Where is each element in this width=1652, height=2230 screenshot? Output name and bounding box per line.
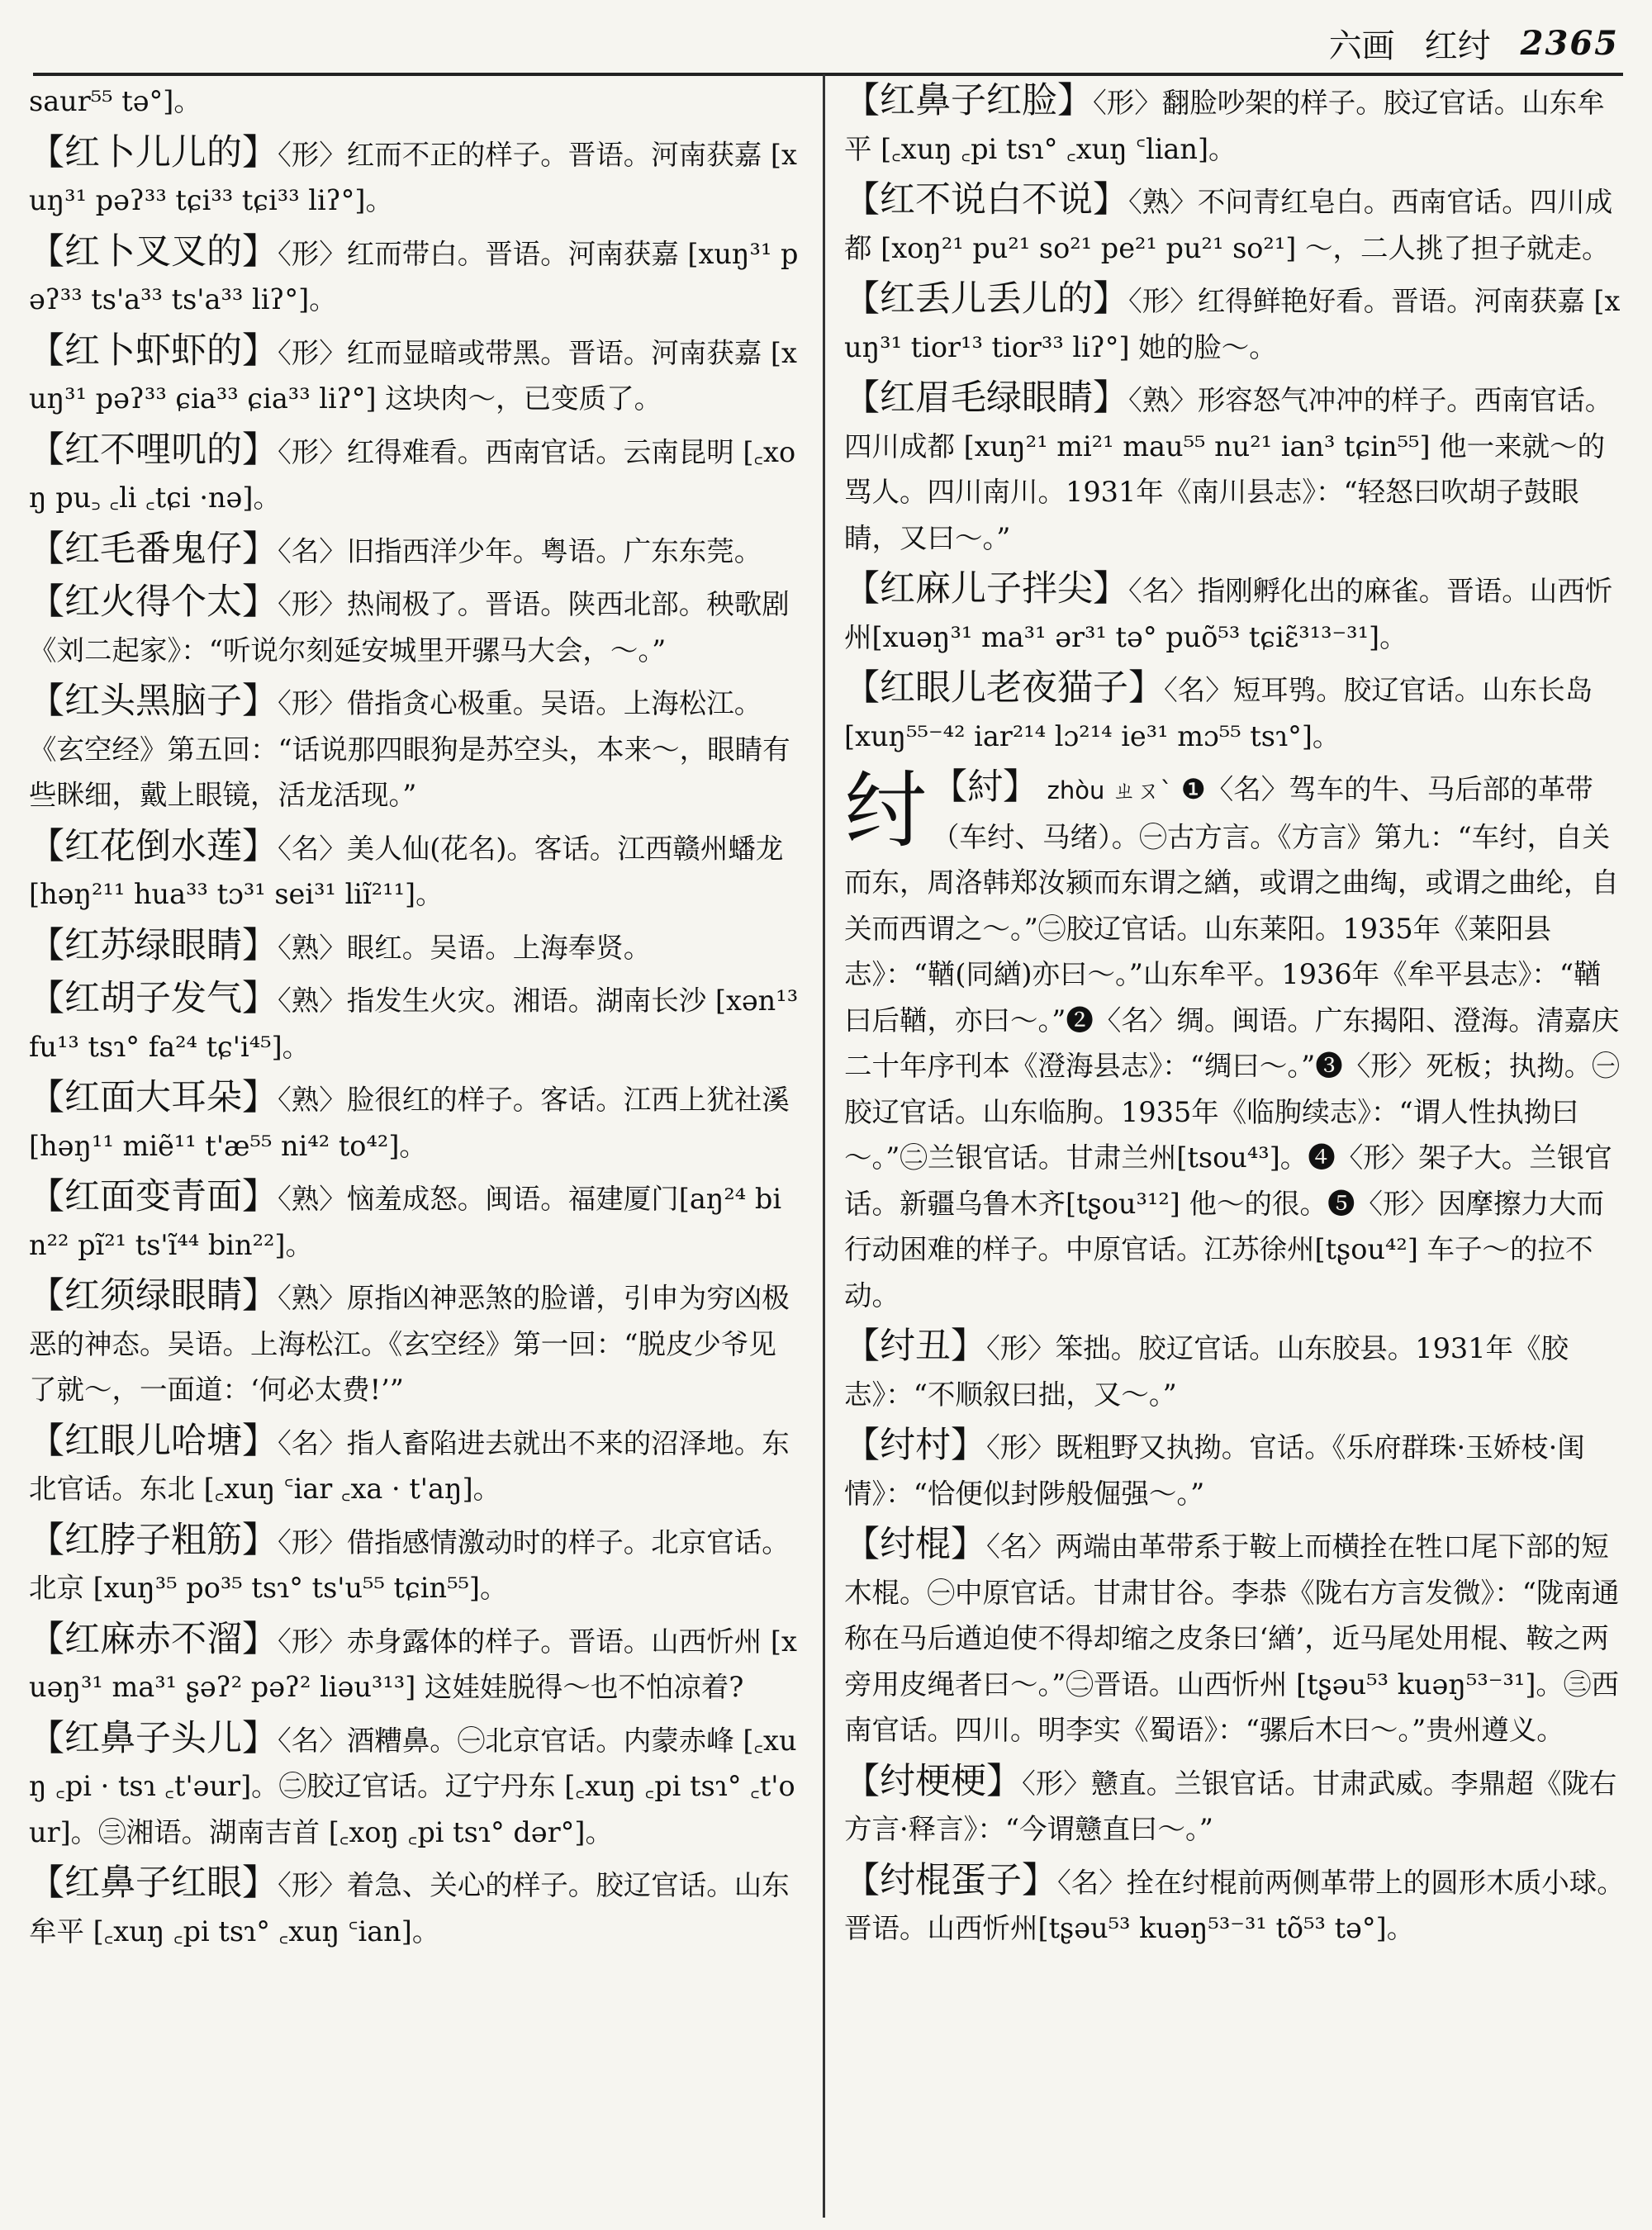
- header-chars: 红纣: [1424, 26, 1491, 65]
- entry-headword: 【纣棍】: [844, 1524, 986, 1565]
- entry-headword: 【红卜虾虾的】: [29, 330, 278, 372]
- entry-text: 〈名〉指刚孵化出的麻雀。晋语。山西忻州[xuəŋ³¹ ma³¹ ər³¹ tə° puõ⁵³ tɕiɛ̃³¹³⁻³¹]。: [844, 575, 1613, 653]
- entry-text: 〈名〉指人畜陷进去就出不来的沼泽地。东北官话。东北 [꜀xuŋ ꜂iar ꜀xa · t'aŋ]。: [29, 1426, 790, 1505]
- entry-headword: 【纣棍蛋子】: [844, 1859, 1057, 1901]
- entry: [844, 1522, 1625, 1753]
- entry: [29, 679, 799, 818]
- entry: [29, 1075, 799, 1169]
- entry: [29, 1274, 799, 1413]
- entry: [844, 178, 1625, 271]
- entry: [29, 329, 799, 422]
- entry-text: 〈形〉热闹极了。晋语。陕西北部。秧歌剧《刘二起家》：“听说尔刻延安城里开骡马大会，～。”: [29, 588, 790, 667]
- page-number: 2365: [1520, 23, 1619, 63]
- entry-text: 〈名〉两端由革带系于鞍上而横拴在牲口尾下部的短木棍。㊀中原官话。甘肃甘谷。李恭《陇右方言发微》：“陇南通称在马后遒迫使不得却缩之皮条曰‘緧’，近马尾处用棍、鞍之两旁用皮绳者曰～。”㊁晋语。山西忻州 [tʂəu⁵³ kuəŋ⁵³⁻³¹]。㊂西南官话。四川。明李实《蜀语》：“骡后木曰～。”贵州遵义。: [844, 1530, 1620, 1746]
- entry: [29, 527, 799, 575]
- entry-text: 〈形〉红而不正的样子。晋语。河南获嘉 [xuŋ³¹ pəʔ³³ tɕi³³ tɕi³³ liʔ°]。: [29, 138, 797, 216]
- entry-text: 〈形〉红而带白。晋语。河南获嘉 [xuŋ³¹ pəʔ³³ ts'a³³ ts'a³³ liʔ°]。: [29, 237, 799, 316]
- entry-headword: 【红卜叉叉的】: [29, 230, 278, 273]
- entry-text: 〈形〉红得难看。西南官话。云南昆明 [꜀xoŋ pu꜆ ꜀li ꜀tɕi ·nə]。: [29, 435, 796, 514]
- entry-text: 〈形〉笨拙。胶辽官话。山东胶县。1931年《胶志》：“不顺叙曰拙，又～。”: [844, 1332, 1569, 1411]
- entry: [844, 666, 1625, 759]
- entry-headword: 【红眼儿老夜猫子】: [844, 667, 1164, 709]
- entry: [29, 230, 799, 323]
- entry-text: 〈形〉戆直。兰银官话。甘肃武威。李鼎超《陇右方言·释言》：“今谓戆直曰～。”: [844, 1767, 1617, 1845]
- entry: [29, 428, 799, 521]
- entry-headword: 【红面大耳朵】: [29, 1077, 278, 1118]
- entry: [29, 78, 799, 125]
- entry-main-character: [844, 762, 1625, 1318]
- entry: [29, 1174, 799, 1268]
- entry-text: 〈形〉借指贪心极重。吴语。上海松江。《玄空经》第五回：“话说那四眼狗是苏空头，本来～，眼睛有些眯细，戴上眼镜，活龙活现。”: [29, 687, 790, 811]
- entry-headword: 【红鼻子头儿】: [29, 1717, 278, 1759]
- entry: [29, 1861, 799, 1954]
- entry-text: 〈名〉拴在纣棍前两侧革带上的圆形木质小球。晋语。山西忻州[tʂəu⁵³ kuəŋ⁵³⁻³¹ tõ⁵³ tə°]。: [844, 1866, 1625, 1944]
- entry-text: 〈形〉红得鲜艳好看。晋语。河南获嘉 [xuŋ³¹ tior¹³ tior³³ liʔ°] 她的脸～。: [844, 285, 1621, 363]
- entry-headword: 【红不哩叽的】: [29, 429, 278, 471]
- entry-text: 〈名〉短耳鸮。胶辽官话。山东长岛 [xuŋ⁵⁵⁻⁴² iar²¹⁴ lɔ²¹⁴ ie³¹ mɔ⁵⁵ tsɿ°]。: [844, 674, 1593, 752]
- entry: [29, 580, 799, 673]
- entry-headword: 【红不说白不说】: [844, 179, 1128, 221]
- header-section: 六画: [1328, 26, 1395, 65]
- entry: [844, 567, 1625, 660]
- entry: [844, 277, 1625, 370]
- entry-headword: 【红鼻子红脸】: [844, 80, 1093, 121]
- entry: [29, 1518, 799, 1611]
- entry-headword: 【纣梗梗】: [844, 1760, 1022, 1802]
- entry-headword: 【红麻儿子拌尖】: [844, 568, 1128, 610]
- page-header: [0, 17, 1619, 69]
- entry-pinyin: zhòu ㄓㄡˋ: [1047, 776, 1173, 804]
- entry-headword: 【红鼻子红眼】: [29, 1862, 278, 1904]
- entry-text: 〈熟〉形容怒气冲冲的样子。西南官话。四川成都 [xuŋ²¹ mi²¹ mau⁵⁵ nu²¹ ian³ tɕin⁵⁵] 他一来就～的骂人。四川南川。1931年《南川县志》：“轻怒曰吹胡子鼓眼睛，又曰～。”: [844, 384, 1613, 554]
- entry: [29, 923, 799, 971]
- entry-headword: 【纣丑】: [844, 1326, 986, 1367]
- entry-headword: 【红火得个太】: [29, 581, 278, 623]
- entry-headword: 【红面变青面】: [29, 1176, 278, 1217]
- entry: [844, 1858, 1625, 1952]
- entry: [844, 1324, 1625, 1417]
- column-divider: [823, 74, 825, 2218]
- entry-headword: 【红胡子发气】: [29, 978, 278, 1019]
- entry-text: 〈熟〉不问青红皂白。西南官话。四川成都 [xoŋ²¹ pu²¹ so²¹ pe²¹ pu²¹ so²¹] ～，二人挑了担子就走。: [844, 186, 1613, 264]
- entry-text: 〈熟〉恼羞成怒。闽语。福建厦门[aŋ²⁴ bin²² pĩ²¹ ts'ĩ⁴⁴ bin²²]。: [29, 1183, 782, 1261]
- entry: [29, 824, 799, 918]
- entry-text: ❶〈名〉驾车的牛、马后部的革带（车纣、马绪）。㊀古方言。《方言》第九：“车纣，自关而东，周洛韩郑汝颍而东谓之緧，或谓之曲绹，或谓之曲纶，自关而西谓之～。”㊁胶辽官话。山东莱阳。1935年《莱阳县志》：“鞧(同緧)亦曰～。”山东牟平。1936年《牟平县志》：“鞧曰后鞧，亦曰～。”❷〈名〉绸。闽语。广东揭阳、澄海。清嘉庆二十年序刊本《澄海县志》：“绸曰～。”❸〈形〉死板；执拗。㊀胶辽官话。山东临朐。1935年《临朐续志》：“谓人性执拗曰～。”㊁兰银官话。甘肃兰州[tsou⁴³]。❹〈形〉架子大。兰银官话。新疆乌鲁木齐[tʂou³¹²] 他～的很。❺〈形〉因摩擦力大而行动困难的样子。中原官话。江苏徐州[tʂou⁴²] 车子～的拉不动。: [844, 773, 1620, 1312]
- entry-text: 〈形〉翻脸吵架的样子。胶辽官话。山东牟平 [꜀xuŋ ꜀pi tsɿ° ꜀xuŋ ꜂lian]。: [844, 87, 1605, 165]
- entry-headword: 【红须绿眼睛】: [29, 1275, 278, 1317]
- entry-text: 〈形〉既粗野又执拗。官话。《乐府群珠·玉娇枝·闺情》：“恰便似封陟般倔强～。”: [844, 1431, 1585, 1510]
- entry-headword: 【紂】: [932, 766, 1038, 808]
- entry: [29, 130, 799, 224]
- entry-headword: 【红苏绿眼睛】: [29, 924, 278, 966]
- entry-text: 〈熟〉脸很红的样子。客话。江西上犹社溪 [həŋ¹¹ miẽ¹¹ t'æ⁵⁵ ni⁴² to⁴²]。: [29, 1084, 790, 1162]
- entry-headword: 【红卜儿儿的】: [29, 131, 278, 173]
- entry-headword: 【红花倒水莲】: [29, 825, 278, 867]
- entry-text: 〈名〉旧指西洋少年。粤语。广东东莞。: [278, 534, 762, 567]
- entry-headword: 【红丢儿丢儿的】: [844, 278, 1128, 320]
- entry-text: 〈形〉借指感情激动时的样子。北京官话。北京 [xuŋ³⁵ po³⁵ tsɿ° ts'u⁵⁵ tɕin⁵⁵]。: [29, 1525, 790, 1604]
- entry-text: 〈熟〉指发生火灾。湘语。湖南长沙 [xən¹³ fu¹³ tsɿ° fa²⁴ tɕ'i⁴⁵]。: [29, 985, 799, 1063]
- right-column: [844, 78, 1625, 2222]
- entry-text: 〈形〉红而显暗或带黑。晋语。河南获嘉 [xuŋ³¹ pəʔ³³ ɕia³³ ɕia³³ liʔ°] 这块肉～，已变质了。: [29, 336, 797, 415]
- entry-headword: 【红毛番鬼仔】: [29, 528, 278, 570]
- entry: [29, 976, 799, 1070]
- entry-headword: 【红眼儿哈塘】: [29, 1420, 278, 1462]
- entry: [29, 1716, 799, 1856]
- entry: [29, 1617, 799, 1710]
- entry-text: 〈熟〉原指凶神恶煞的脸谱，引申为穷凶极恶的神态。吴语。上海松江。《玄空经》第一回：“脱皮少爷见了就～，一面道：‘何必太费!’”: [29, 1282, 790, 1406]
- entry: [844, 78, 1625, 172]
- entry: [844, 1759, 1625, 1853]
- header-rule: [33, 73, 1623, 76]
- entry: [844, 1423, 1625, 1516]
- entry-text: 〈名〉酒糟鼻。㊀北京官话。内蒙赤峰 [꜀xuŋ ꜀pi · tsɿ ꜀t'əur]。㊁胶辽官话。辽宁丹东 [꜀xuŋ ꜀pi tsɿ° ꜀t'our]。㊂湘语。湖南吉首 [꜀xoŋ ꜀pi tsɿ° dər°]。: [29, 1724, 797, 1848]
- entry-text: 〈熟〉眼红。吴语。上海奉贤。: [278, 931, 652, 964]
- entry-headword: 【纣村】: [844, 1425, 986, 1466]
- big-headword-char: 纣: [844, 762, 927, 859]
- entry-headword: 【红头黑脑子】: [29, 681, 278, 722]
- entry-text: 〈形〉赤身露体的样子。晋语。山西忻州 [xuəŋ³¹ ma³¹ ʂəʔ² pəʔ² liəu³¹³] 这娃娃脱得～也不怕凉着?: [29, 1625, 797, 1703]
- entry: [29, 1419, 799, 1512]
- left-column: [29, 78, 799, 2222]
- entry-headword: 【红眉毛绿眼睛】: [844, 377, 1128, 419]
- entry-text: 〈名〉美人仙(花名)。客话。江西赣州蟠龙[həŋ²¹¹ hua³³ tɔ³¹ sei³¹ liĩ²¹¹]。: [29, 832, 784, 910]
- entry-text: 〈形〉着急、关心的样子。胶辽官话。山东牟平 [꜀xuŋ ꜀pi tsɿ° ꜀xuŋ ꜂ian]。: [29, 1869, 790, 1948]
- entry: [844, 376, 1625, 561]
- entry-text: saur⁵⁵ tə°]。: [29, 85, 202, 117]
- entry-headword: 【红麻赤不溜】: [29, 1618, 278, 1660]
- entry-headword: 【红脖子粗筋】: [29, 1519, 278, 1561]
